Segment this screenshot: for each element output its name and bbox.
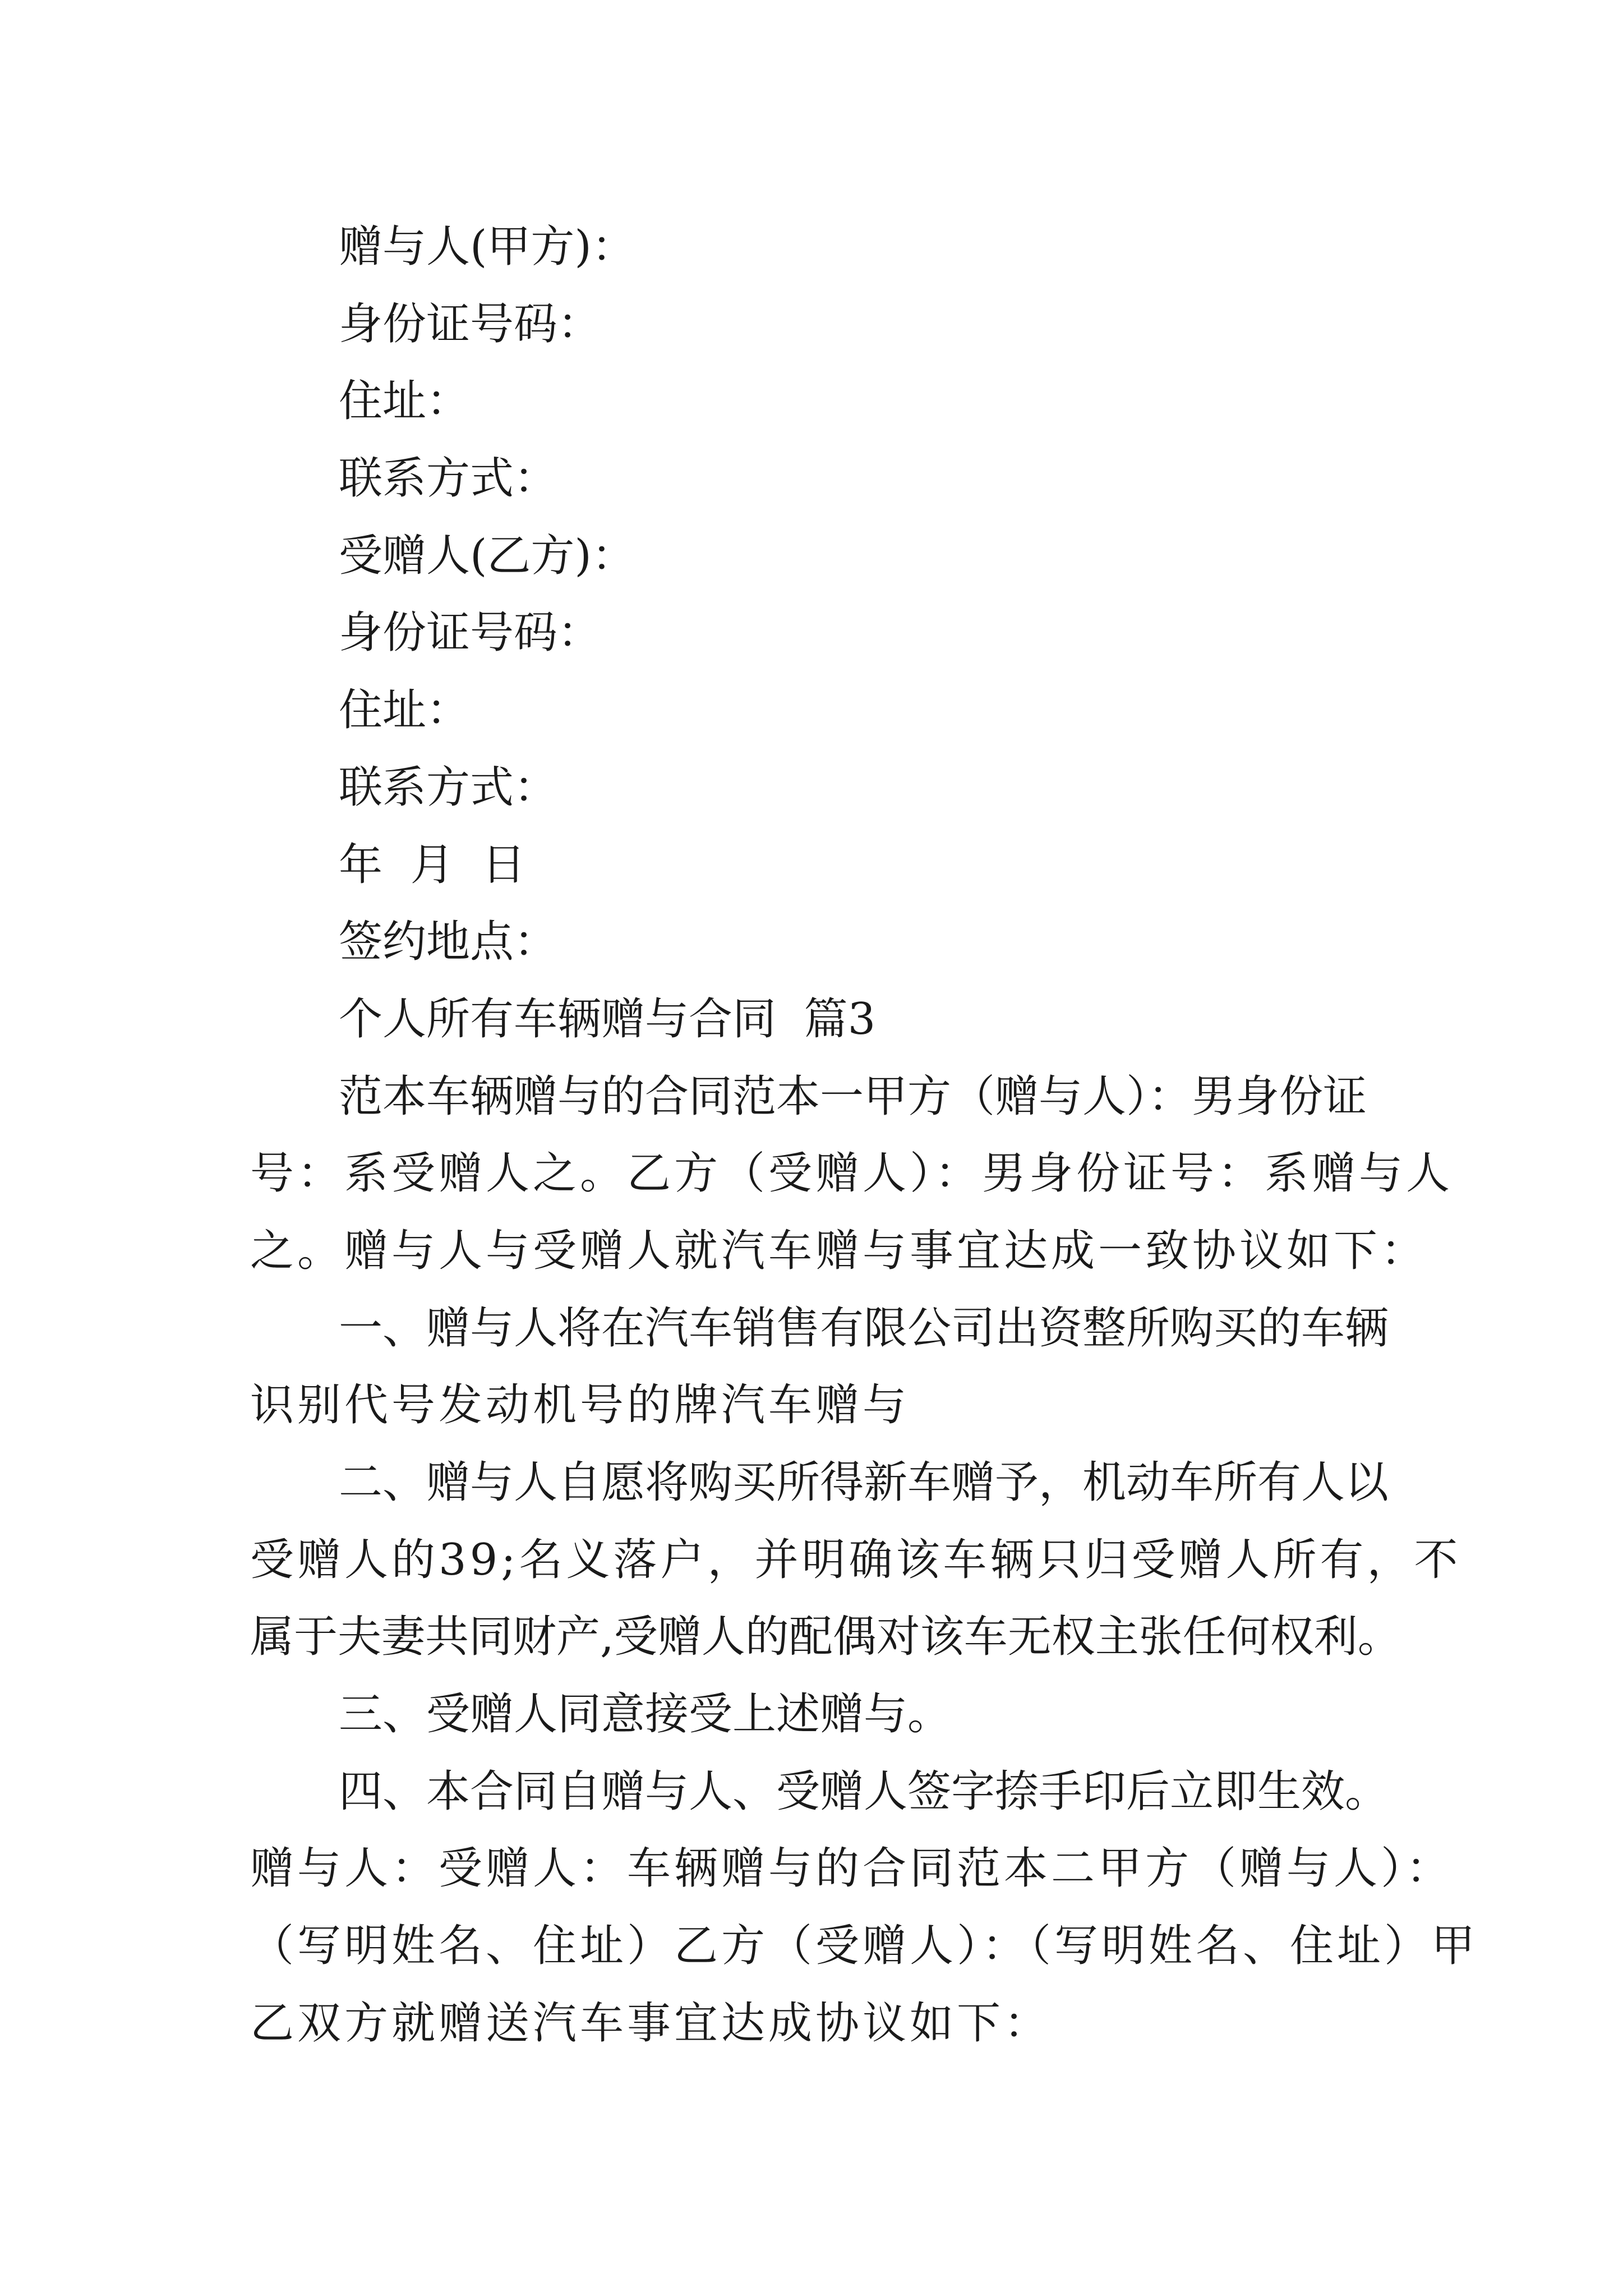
donee-contact-field: 联系方式： bbox=[339, 762, 558, 813]
clause-2-line: 二、赠与人自愿将购买所得新车赠予，机动车所有人以 bbox=[339, 1457, 1389, 1508]
paragraph-line: 号：系受赠人之。乙方（受赠人）：男身份证号：系赠与人 bbox=[250, 1148, 1454, 1199]
clause-3-line: 三、受赠人同意接受上述赠与。 bbox=[339, 1689, 952, 1740]
paragraph-line: 之。赠与人与受赠人就汽车赠与事宜达成一致协议如下： bbox=[250, 1226, 1428, 1276]
clause-2-line: 属于夫妻共同财产,受赠人的配偶对该车无权主张任何权利。 bbox=[250, 1612, 1401, 1662]
clause-1-line: 一、赠与人将在汽车销售有限公司出资整所购买的车辆 bbox=[339, 1303, 1389, 1354]
signing-location-field: 签约地点： bbox=[339, 917, 558, 967]
date-field: 年 月 日 bbox=[339, 840, 526, 890]
donee-address-field: 住址： bbox=[339, 685, 471, 735]
donor-contact-field: 联系方式： bbox=[339, 453, 558, 504]
paragraph-line: 乙双方就赠送汽车事宜达成协议如下： bbox=[250, 1998, 1052, 2049]
donor-party-field: 赠与人(甲方)： bbox=[339, 222, 635, 272]
section-title: 个人所有车辆赠与合同 篇3 bbox=[339, 994, 876, 1045]
clause-1-line: 识别代号发动机号的牌汽车赠与 bbox=[250, 1380, 910, 1430]
signature-line: 赠与人：受赠人：车辆赠与的合同范本二甲方（赠与人）： bbox=[250, 1843, 1454, 1894]
donee-id-number-field: 身份证号码： bbox=[339, 608, 602, 658]
paragraph-line: 范本车辆赠与的合同范本一甲方（赠与人）：男身份证 bbox=[339, 1071, 1367, 1122]
donor-address-field: 住址： bbox=[339, 376, 471, 426]
donor-id-number-field: 身份证号码： bbox=[339, 299, 602, 349]
donee-party-field: 受赠人(乙方)： bbox=[339, 531, 635, 581]
clause-4-line: 四、本合同自赠与人、受赠人签字捺手印后立即生效。 bbox=[339, 1766, 1389, 1817]
paragraph-line: （写明姓名、住址）乙方（受赠人）：（写明姓名、住址）甲 bbox=[250, 1921, 1479, 1971]
clause-2-line: 受赠人的39;名义落户，并明确该车辆只归受赠人所有，不 bbox=[250, 1535, 1461, 1585]
